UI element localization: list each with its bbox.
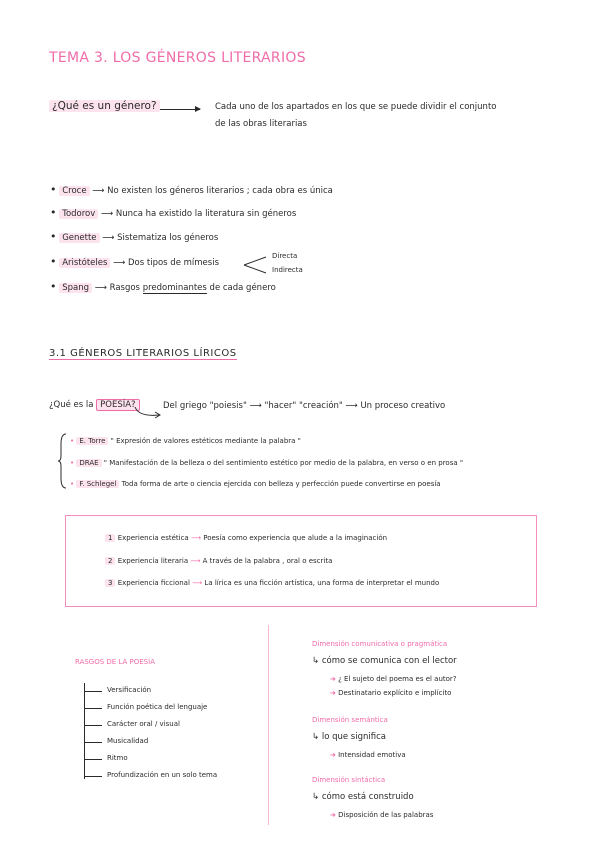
rasgo-item: Musicalidad: [107, 737, 149, 745]
definition-text: " Manifestación de la belleza o del sentimiento estético por medio de la palabra, en verso o en prosa ": [103, 459, 464, 467]
etymology-result: Un proceso creativo: [360, 401, 446, 411]
pink-arrow-icon: ⟶: [190, 534, 202, 542]
dimension-point: ➜ Disposición de las palabras: [330, 811, 434, 819]
dimension-sub: ↳ cómo está construido: [312, 792, 414, 802]
author-text-pre: Rasgos: [109, 283, 140, 293]
author-text: Sistematiza los géneros: [117, 233, 219, 243]
tree-line: [84, 683, 85, 779]
definition-item: • E. Torre " Expresión de valores estéticos mediante la palabra ": [70, 437, 301, 445]
return-arrow-icon: ↳: [312, 792, 320, 802]
definition-text: " Expresión de valores estéticos mediante la palabra ": [110, 437, 301, 445]
definition-item: • F. Schlegel Toda forma de arte o ciencia ejercida con belleza y perfección puede convertirse en poesía: [70, 480, 441, 488]
tree-branch: [84, 691, 102, 692]
author-text: Dos tipos de mímesis: [128, 258, 220, 268]
dimension-point: ➜ Destinatario explícito e implícito: [330, 689, 452, 697]
etymology-from: Del griego: [163, 401, 207, 411]
definition-author: F. Schlegel: [76, 480, 119, 488]
experience-label: Experiencia estética: [117, 534, 189, 542]
tree-branch: [84, 776, 102, 777]
poesia-q-pre: ¿Qué es la: [49, 400, 94, 410]
section-heading: 3.1 GÉNEROS LITERARIOS LÍRICOS: [49, 348, 237, 359]
mimesis-direct: Directa: [272, 252, 298, 260]
arrow-icon: ⟶: [94, 283, 107, 293]
author-text: No existen los géneros literarios ; cada obra es única: [107, 186, 333, 196]
list-item: • Genette ⟶ Sistematiza los géneros: [50, 230, 219, 243]
dimension-point: ➜ ¿ El sujeto del poema es el autor?: [330, 675, 457, 683]
column-divider: [268, 625, 269, 825]
rasgo-item: Profundización en un solo tema: [107, 771, 218, 779]
arrow-icon: ⟶: [345, 401, 358, 411]
author-text-post: de cada género: [209, 283, 276, 293]
experience-text: A través de la palabra , oral o escrita: [202, 557, 333, 565]
author-name: Croce: [59, 186, 89, 196]
arrow-icon: ⟶: [249, 401, 262, 411]
tree-branch: [84, 708, 102, 709]
curved-arrow-icon: [133, 405, 163, 419]
definition-author: E. Torre: [76, 437, 108, 445]
tree-branch: [84, 725, 102, 726]
question-label: ¿Qué es un género?: [49, 100, 160, 112]
arrow-icon: [160, 109, 200, 110]
experience-text: La lírica es una ficción artística, una forma de interpretar el mundo: [204, 579, 440, 587]
author-text-underlined: predominantes: [142, 283, 207, 293]
experience-number: 2: [105, 557, 115, 565]
page-title: TEMA 3. LOS GÉNEROS LITERARIOS: [49, 50, 306, 66]
author-name: Genette: [59, 233, 99, 243]
author-name: Aristóteles: [59, 258, 110, 268]
return-arrow-icon: ↳: [312, 656, 320, 666]
dimension-title: Dimensión sintáctica: [312, 776, 386, 784]
brace-icon: [58, 432, 68, 490]
experience-label: Experiencia literaria: [117, 557, 189, 565]
dimension-title: Dimensión semántica: [312, 716, 388, 724]
dimension-sub: ↳ lo que significa: [312, 732, 386, 742]
rasgo-item: Carácter oral / visual: [107, 720, 180, 728]
definition-item: • DRAE " Manifestación de la belleza o del sentimiento estético por medio de la palabra, en verso o en prosa ": [70, 459, 464, 467]
tree-branch: [84, 742, 102, 743]
pink-arrow-icon: ➜: [330, 751, 336, 759]
list-item: • Todorov ⟶ Nunca ha existido la literatura sin géneros: [50, 206, 297, 219]
arrow-icon: ⟶: [113, 258, 126, 268]
definition-author: DRAE: [76, 459, 101, 467]
pink-arrow-icon: ➜: [330, 689, 336, 697]
poesia-question: [49, 400, 140, 410]
etymology-term1: "poiesis": [209, 401, 247, 411]
tree-branch: [84, 759, 102, 760]
list-item: • Spang ⟶ Rasgos predominantes de cada género: [50, 280, 276, 293]
arrow-icon: ⟶: [92, 186, 105, 196]
rasgo-item: Ritmo: [107, 754, 128, 762]
author-text: Nunca ha existido la literatura sin géneros: [115, 209, 297, 219]
experience-number: 1: [105, 534, 115, 542]
experience-item: [105, 534, 387, 542]
pink-arrow-icon: ⟶: [192, 579, 203, 587]
dimension-title: Dimensión comunicativa o pragmática: [312, 640, 448, 648]
pink-arrow-icon: ➜: [330, 675, 336, 683]
genre-question: [49, 100, 160, 112]
arrow-icon: ⟶: [101, 209, 114, 219]
experience-label: Experiencia ficcional: [117, 579, 190, 587]
branch-icon: [242, 254, 270, 276]
list-item: • Croce ⟶ No existen los géneros literarios ; cada obra es única: [50, 183, 333, 196]
author-name: Todorov: [59, 209, 98, 219]
pink-arrow-icon: ⟶: [190, 557, 201, 565]
poesia-word: POESÍA?: [96, 399, 139, 411]
experience-item: [105, 557, 332, 565]
experience-number: 3: [105, 579, 115, 587]
author-name: Spang: [59, 283, 92, 293]
return-arrow-icon: ↳: [312, 732, 320, 742]
rasgos-title: RASGOS DE LA POESÍA: [75, 658, 155, 666]
experience-item: [105, 579, 439, 587]
dimension-point: ➜ Intensidad emotiva: [330, 751, 406, 759]
arrow-icon: ⟶: [102, 233, 115, 243]
poesia-etymology: [163, 401, 445, 411]
definition-text: Toda forma de arte o ciencia ejercida con belleza y perfección puede convertirse en poesía: [121, 480, 441, 488]
experience-text: Poesía como experiencia que alude a la imaginación: [203, 534, 388, 542]
rasgo-item: Función poética del lenguaje: [107, 703, 208, 711]
etymology-term2: "hacer" "creación": [264, 401, 343, 411]
answer-line-1: Cada uno de los apartados en los que se puede dividir el conjunto: [215, 102, 497, 112]
rasgo-item: Versificación: [107, 686, 152, 694]
list-item: • Aristóteles ⟶ Dos tipos de mímesis: [50, 255, 220, 268]
pink-arrow-icon: ➜: [330, 811, 336, 819]
dimension-sub: ↳ cómo se comunica con el lector: [312, 656, 457, 666]
answer-line-2: de las obras literarias: [215, 119, 307, 129]
mimesis-indirect: Indirecta: [272, 266, 303, 274]
